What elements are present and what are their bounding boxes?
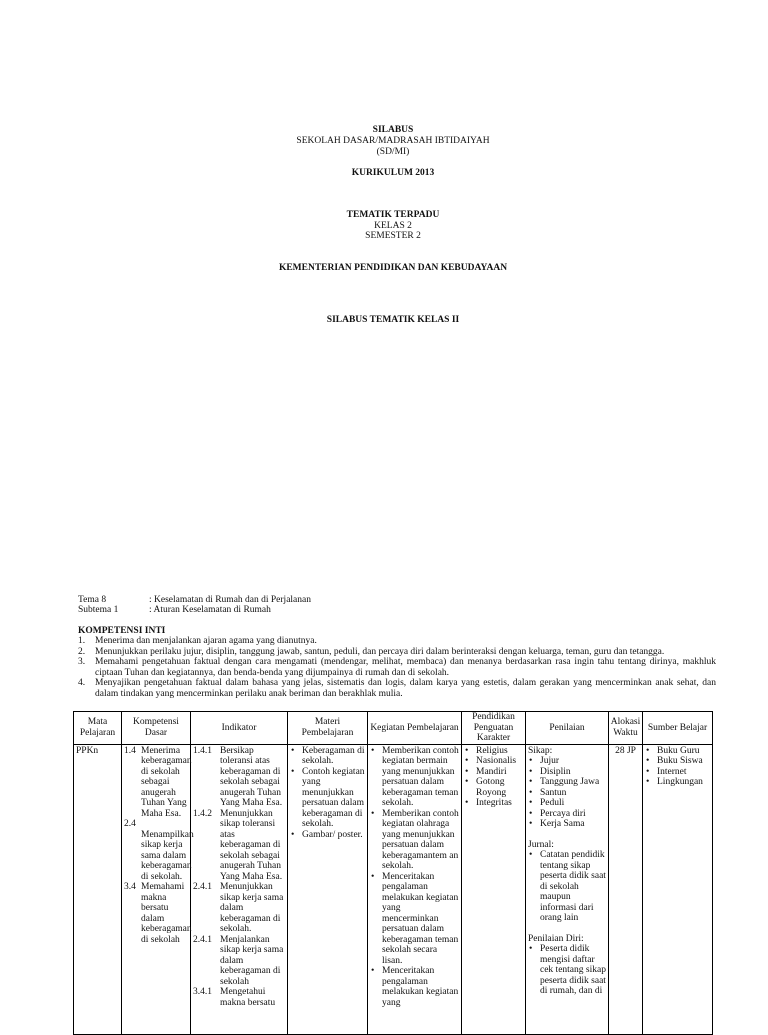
list-item: • Jujur <box>528 756 606 767</box>
list-item: • Peduli <box>528 798 606 809</box>
list-item: • Internet <box>645 767 710 778</box>
cell-indikator <box>191 744 288 1034</box>
list-item: • Percaya diri <box>528 809 606 820</box>
list-item: • Santun <box>528 788 606 799</box>
list-item: • Tanggung Jawa <box>528 777 606 788</box>
kompetensi-inti-heading: KOMPETENSI INTI <box>78 626 166 636</box>
table-header-row <box>74 712 713 745</box>
cell-materi <box>288 744 368 1034</box>
list-item: 1. Menerima dan menjalankan ajaran agama yang dianutnya. <box>78 636 317 646</box>
indikator-item: 3.4.1 Mengetahui makna bersatu <box>193 987 276 1008</box>
semester-label: SEMESTER 2 <box>365 231 421 241</box>
kompetensi-inti-list <box>78 636 716 699</box>
tema-line <box>78 595 311 606</box>
tema-value: : Keselamatan di Rumah dan di Perjalanan <box>149 595 311 605</box>
list-item: • Lingkungan <box>645 777 710 788</box>
list-item: • Gambar/ poster. <box>290 830 365 841</box>
list-item: • Keberagaman di sekolah. <box>290 746 365 767</box>
syllabus-title: SILABUS TEMATIK KELAS II <box>326 315 460 325</box>
indikator-item: 2.4.1 Menunjukkan sikap kerja sama dalam keberagaman di sekolah. <box>193 882 284 934</box>
list-item: 3. Memahami pengetahuan faktual dengan cara mengamati (mendengar, melihat, membaca) dan menanya berdasarkan rasa ingin tahu tentang dirinya, makhluk ciptaan Tuhan dan kegiatannya, dan benda-benda yang dijumpainya di rumah dan di sekolah. <box>78 657 716 678</box>
list-item: • Memberikan contoh kegiatan bermain yang menunjukkan persatuan dalam keberagaman teman sekolah. <box>370 746 459 809</box>
subtema-line <box>78 605 271 616</box>
cell-kegiatan <box>368 744 462 1034</box>
subtema-label: Subtema 1 <box>78 605 119 615</box>
header-materi: Materi Pembelajaran <box>288 712 368 745</box>
table-row <box>74 744 713 1034</box>
cell-sumber <box>643 744 713 1034</box>
header-kompetensi-dasar: Kompetensi Dasar <box>122 712 191 745</box>
list-item: • Mandiri <box>464 767 523 778</box>
cell-kompetensi-dasar <box>122 744 194 1034</box>
kd-item: 2.4 Menampilkan sikap kerja sama dalam keberagaman di sekolah. <box>124 819 194 882</box>
indikator-item: 2.4.1 Menjalankan sikap kerja sama dalam keberagaman di sekolah <box>193 934 284 987</box>
penilaian-diri-label: Penilaian Diri: <box>528 933 584 944</box>
list-item: • Menceritakan pengalaman melakukan kegiatan yang <box>370 966 459 1008</box>
indikator-item: 1.4.1 Bersikap toleransi atas keberagaman di sekolah sebagai anugerah Tuhan Yang Maha Esa. <box>193 745 283 808</box>
school-name: SEKOLAH DASAR/MADRASAH IBTIDAIYAH <box>296 136 490 146</box>
syllabus-table <box>73 711 713 1035</box>
list-item: • Integritas <box>464 798 523 809</box>
cell-karakter <box>462 744 526 1034</box>
jurnal-label: Jurnal: <box>528 839 554 850</box>
class-label: KELAS 2 <box>374 221 412 231</box>
ministry-name: KEMENTERIAN PENDIDIKAN DAN KEBUDAYAAN <box>278 263 508 273</box>
cell-alokasi: 28 JP <box>609 744 643 1034</box>
theme-type: TEMATIK TERPADU <box>346 210 440 220</box>
list-item: • Kerja Sama <box>528 819 606 830</box>
cell-mapel: PPKn <box>74 744 122 1034</box>
curriculum-label: KURIKULUM 2013 <box>351 168 435 178</box>
header-penilaian: Penilaian <box>526 712 609 745</box>
header-mapel: Mata Pelajaran <box>74 712 122 745</box>
list-item: • Buku Guru <box>645 746 710 757</box>
list-item: • Nasionalis <box>464 756 523 767</box>
school-abbreviation: (SD/MI) <box>376 147 410 157</box>
list-item: 4. Menyajikan pengetahuan faktual dalam bahasa yang jelas, sistematis dan logis, dalam karya yang estetis, dalam gerakan yang mencerminkan anak sehat, dan dalam tindakan yang mencerminkan perilaku anak beriman dan berakhlak mulia. <box>78 678 716 699</box>
list-item: • Catatan pendidik tentang sikap peserta didik saat di sekolah maupun informasi dari orang lain <box>528 850 606 924</box>
list-item: • Memberikan contoh kegiatan olahraga yang menunjukkan persatuan dalam keberagamantem an sekolah. <box>370 809 459 872</box>
kd-item: 3.4 Memahami makna bersatu dalam keberagaman di sekolah <box>124 882 192 945</box>
list-item: • Gotong Royong <box>464 777 523 798</box>
cell-penilaian <box>526 744 609 1034</box>
list-item: • Buku Siswa <box>645 756 710 767</box>
list-item: 2. Menunjukkan perilaku jujur, disiplin, tanggung jawab, santun, peduli, dan percaya diri dalam berinteraksi dengan keluarga, teman, guru dan tetangga. <box>78 646 665 657</box>
indikator-item: 1.4.2 Menunjukkan sikap toleransi atas keberagaman di sekolah sebagai anugerah Tuhan Yang Maha Esa. <box>193 808 283 882</box>
header-sumber: Sumber Belajar <box>643 712 713 745</box>
list-item: • Disiplin <box>528 767 606 778</box>
list-item: • Peserta didik mengisi daftar cek tentang sikap peserta didik saat di rumah, dan di <box>528 944 606 997</box>
header-kegiatan: Kegiatan Pembelajaran <box>368 712 462 745</box>
list-item: • Menceritakan pengalaman melakukan kegiatan yang mencerminkan persatuan dalam keberagaman teman sekolah secara lisan. <box>370 872 459 967</box>
list-item: • Religius <box>464 746 523 757</box>
list-item: • Contoh kegiatan yang menunjukkan persatuan dalam keberagaman di sekolah. <box>290 767 365 830</box>
document-title: SILABUS <box>372 125 414 135</box>
subtema-value: : Aturan Keselamatan di Rumah <box>149 605 271 615</box>
header-alokasi: Alokasi Waktu <box>609 712 643 745</box>
header-karakter: Pendidikan Penguatan Karakter <box>462 712 526 745</box>
sikap-label: Sikap: <box>528 745 553 756</box>
tema-label: Tema 8 <box>78 595 107 605</box>
kd-item: 1.4 Menerima keberagaman di sekolah sebagai anugerah Tuhan Yang Maha Esa. <box>124 745 192 819</box>
header-indikator: Indikator <box>191 712 288 745</box>
